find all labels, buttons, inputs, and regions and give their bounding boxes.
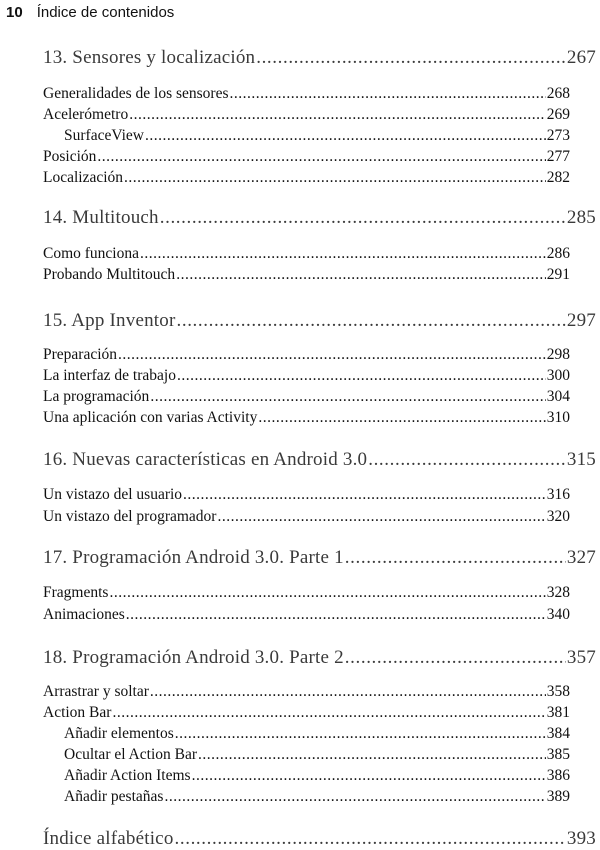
toc-chapter-18[interactable] [43, 647, 596, 669]
dot-leader [258, 409, 545, 427]
dot-leader [198, 746, 546, 764]
toc-chapter-index[interactable] [43, 828, 596, 850]
dot-leader [112, 704, 545, 722]
chapter-title: Índice alfabético [43, 828, 174, 849]
entry-page: 300 [546, 367, 570, 384]
entry-page: 273 [546, 127, 570, 144]
entry-title: Como funciona [43, 245, 139, 262]
chapter-title: 17. Programación Android 3.0. Parte 1 [43, 547, 344, 568]
entry-page: 386 [546, 767, 570, 784]
toc-chapter-16[interactable] [43, 449, 596, 471]
toc-entry[interactable] [43, 388, 570, 406]
chapter-page: 393 [566, 828, 596, 849]
toc-chapter-15[interactable] [43, 310, 596, 332]
entry-title: Arrastrar y soltar [43, 683, 149, 700]
dot-leader [217, 508, 545, 526]
dot-leader [368, 449, 566, 471]
entry-title: Localización [43, 169, 124, 186]
dot-leader [140, 245, 546, 263]
entry-page: 291 [546, 266, 570, 283]
toc-entry[interactable] [43, 266, 570, 284]
dot-leader [160, 207, 566, 229]
entry-title: SurfaceView [64, 127, 144, 144]
chapter-title: 16. Nuevas características en Android 3.0 [43, 449, 368, 470]
chapter-page: 327 [566, 547, 596, 568]
entry-title: Añadir elementos [64, 725, 174, 742]
entry-title: Ocultar el Action Bar [64, 746, 197, 763]
toc-entry[interactable] [43, 683, 570, 701]
toc-entry[interactable] [43, 584, 570, 602]
toc-entry[interactable] [43, 346, 570, 364]
entry-title: Fragments [43, 584, 109, 601]
entry-title: Probando Multitouch [43, 266, 176, 283]
toc-subentry[interactable] [64, 746, 570, 764]
toc-entry[interactable] [43, 148, 570, 166]
chapter-title: 13. Sensores y localización [43, 47, 256, 68]
entry-page: 316 [546, 486, 570, 503]
entry-title: La interfaz de trabajo [43, 367, 176, 384]
entry-page: 328 [546, 584, 570, 601]
entry-page: 298 [546, 346, 570, 363]
entry-title: Añadir Action Items [64, 767, 191, 784]
entry-page: 358 [546, 683, 570, 700]
entry-title: La programación [43, 388, 150, 405]
toc-subentry[interactable] [64, 725, 570, 743]
running-title: Índice de contenidos [36, 4, 175, 21]
chapter-page: 315 [566, 449, 596, 470]
entry-page: 286 [546, 245, 570, 262]
entry-title: Action Bar [43, 704, 112, 721]
dot-leader [175, 828, 566, 850]
dot-leader [192, 767, 546, 785]
toc-entry[interactable] [43, 245, 570, 263]
entry-page: 277 [546, 148, 570, 165]
dot-leader [109, 584, 545, 602]
dot-leader [118, 346, 546, 364]
dot-leader [97, 148, 545, 166]
entry-title: Una aplicación con varias Activity [43, 409, 258, 426]
toc-subentry[interactable] [64, 767, 570, 785]
entry-title: Un vistazo del usuario [43, 486, 183, 503]
chapter-title: 14. Multitouch [43, 207, 159, 228]
entry-page: 381 [546, 704, 570, 721]
toc-entry[interactable] [43, 606, 570, 624]
toc-entry[interactable] [43, 85, 570, 103]
entry-title: Acelerómetro [43, 106, 129, 123]
entry-page: 304 [546, 388, 570, 405]
toc-chapter-14[interactable] [43, 207, 596, 229]
dot-leader [164, 788, 545, 806]
entry-page: 389 [546, 788, 570, 805]
chapter-page: 285 [566, 207, 596, 228]
entry-page: 320 [546, 508, 570, 525]
toc-entry[interactable] [43, 367, 570, 385]
entry-title: Añadir pestañas [64, 788, 164, 805]
toc-chapter-17[interactable] [43, 547, 596, 569]
entry-page: 310 [546, 409, 570, 426]
dot-leader [345, 547, 566, 569]
entry-page: 384 [546, 725, 570, 742]
toc-subentry[interactable] [64, 788, 570, 806]
entry-page: 385 [546, 746, 570, 763]
dot-leader [256, 47, 566, 69]
toc-entry[interactable] [43, 704, 570, 722]
page-number: 10 [6, 4, 23, 21]
dot-leader [150, 388, 545, 406]
toc-entry[interactable] [43, 486, 570, 504]
dot-leader [150, 683, 546, 701]
toc-subentry[interactable] [64, 127, 570, 145]
dot-leader [345, 647, 566, 669]
entry-page: 282 [546, 169, 570, 186]
dot-leader [230, 85, 546, 103]
dot-leader [145, 127, 546, 145]
dot-leader [177, 367, 546, 385]
entry-page: 340 [546, 606, 570, 623]
entry-title: Un vistazo del programador [43, 508, 217, 525]
toc-entry[interactable] [43, 409, 570, 427]
dot-leader [124, 169, 546, 187]
toc-entry[interactable] [43, 106, 570, 124]
dot-leader [129, 106, 546, 124]
entry-title: Generalidades de los sensores [43, 85, 229, 102]
entry-title: Preparación [43, 346, 118, 363]
dot-leader [183, 486, 546, 504]
chapter-page: 267 [566, 47, 596, 68]
toc-entry[interactable] [43, 169, 570, 187]
chapter-title: 15. App Inventor [43, 310, 176, 331]
toc-entry[interactable] [43, 508, 570, 526]
entry-title: Animaciones [43, 606, 125, 623]
dot-leader [176, 266, 546, 284]
entry-page: 268 [546, 85, 570, 102]
chapter-page: 357 [566, 647, 596, 668]
toc-chapter-13[interactable] [43, 47, 596, 69]
dot-leader [126, 606, 546, 624]
dot-leader [175, 725, 546, 743]
entry-page: 269 [546, 106, 570, 123]
running-header [6, 4, 174, 21]
chapter-page: 297 [566, 310, 596, 331]
entry-title: Posición [43, 148, 97, 165]
dot-leader [177, 310, 566, 332]
chapter-title: 18. Programación Android 3.0. Parte 2 [43, 647, 344, 668]
